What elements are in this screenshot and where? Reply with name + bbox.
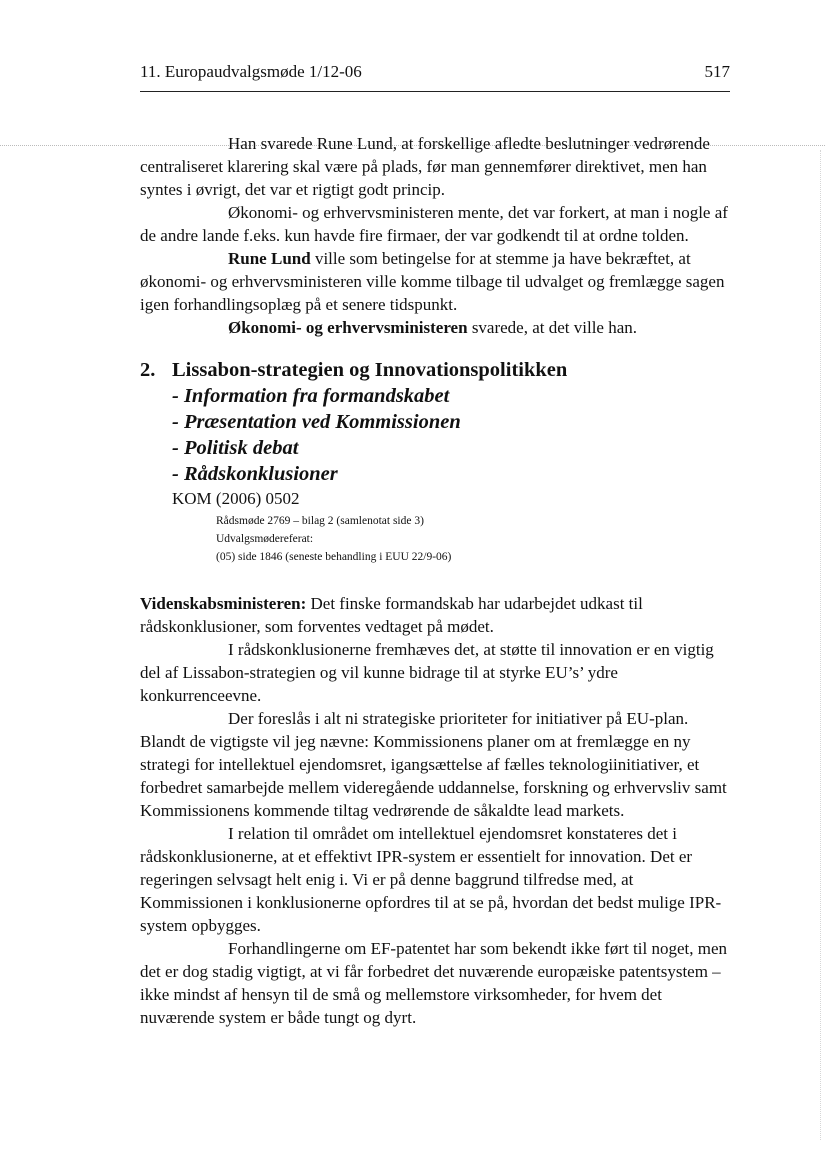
agenda-section <box>140 357 735 566</box>
section-number: 2. <box>140 359 156 381</box>
paragraph-text: ville som betingelse for at stemme ja have bekræftet, at økonomi- og erhvervsministeren ville komme tilbage til udvalget og fremlægge sagen igen forhandlingsoplæg på et senere tidspunkt. <box>140 249 725 314</box>
paragraph: Økonomi- og erhvervsministeren mente, det var forkert, at man i nogle af de andre lande f.eks. kun havde fire firmaer, der var godkendt til at ordne tolden. <box>140 203 728 245</box>
reference-list <box>140 512 735 566</box>
speaker-name: Videnskabsministeren: <box>140 594 307 613</box>
subtitle: - Information fra formandskabet <box>172 385 450 407</box>
header-title: 11. Europaudvalgsmøde 1/12-06 <box>140 62 362 81</box>
paragraph-text: Det finske formandskab har udarbejdet udkast til rådskonklusioner, som forventes vedtaget på mødet. <box>140 594 643 636</box>
page-content <box>140 132 735 1029</box>
paragraph: Han svarede Rune Lund, at forskellige afledte beslutninger vedrørende centraliseret klarering skal være på plads, før man gennemfører direktivet, men han syntes i øvrigt, det var et rigtigt godt princip. <box>140 134 710 199</box>
section-subtitles <box>140 383 735 487</box>
paragraph: Der foreslås i alt ni strategiske prioriteter for initiativer på EU-plan. Blandt de vigtigste vil jeg nævne: Kommissionens planer om at fremlægge en ny strategi for intellektuel ejendomsret, igangsættelse af fælles teknologiinitiativer, et forbedret samarbejde mellem videregående uddannelse, forskning og erhvervsliv samt Kommissionens kommende tiltag vedrørende de såkaldte lead markets. <box>140 709 727 820</box>
paragraph-text: svarede, at det ville han. <box>467 318 638 337</box>
paragraph: Forhandlingerne om EF-patentet har som bekendt ikke ført til noget, men det er dog stadig vigtigt, at vi får forbedret det nuværende europæiske patentsystem – ikke mindst af hensyn til de små og mellemstore virksomheder, for hvem det nuværende system er både tungt og dyrt. <box>140 939 728 1027</box>
speaker-name: Rune Lund <box>228 249 311 268</box>
paragraph <box>140 247 735 316</box>
subtitle: - Rådskonklusioner <box>172 463 338 485</box>
section-heading <box>140 357 735 383</box>
paragraph <box>140 316 735 339</box>
paragraph <box>140 592 735 638</box>
paragraph: I rådskonklusionerne fremhæves det, at støtte til innovation er en vigtig del af Lissabon-strategien og vil kunne bidrage til at styrke EU’s’ ydre konkurrenceevne. <box>140 640 714 705</box>
minutes-body <box>140 592 735 1029</box>
reference-line: Rådsmøde 2769 – bilag 2 (samlenotat side 3) <box>216 515 424 527</box>
scan-artifact-margin <box>820 150 822 1140</box>
subtitle: - Politisk debat <box>172 437 299 459</box>
kom-reference: KOM (2006) 0502 <box>172 489 300 508</box>
reference-line: Udvalgsmødereferat: <box>216 533 314 545</box>
section-title: Lissabon-strategien og Innovationspolitikken <box>172 359 568 381</box>
reference-line: (05) side 1846 (seneste behandling i EUU 22/9-06) <box>216 551 452 563</box>
page-header <box>140 62 730 92</box>
subtitle: - Præsentation ved Kommissionen <box>172 411 461 433</box>
speaker-name: Økonomi- og erhvervsministeren <box>228 318 468 337</box>
page-number: 517 <box>704 62 730 81</box>
paragraph: I relation til området om intellektuel ejendomsret konstateres det i rådskonklusionerne, at et effektivt IPR-system er essentielt for innovation. Det er regeringen selvsagt helt enig i. Vi er på denne baggrund tilfredse med, at Kommissionen i konklusionerne opfordres til at se på, hvordan det bedst mulige IPR-system opbygges. <box>140 824 722 935</box>
